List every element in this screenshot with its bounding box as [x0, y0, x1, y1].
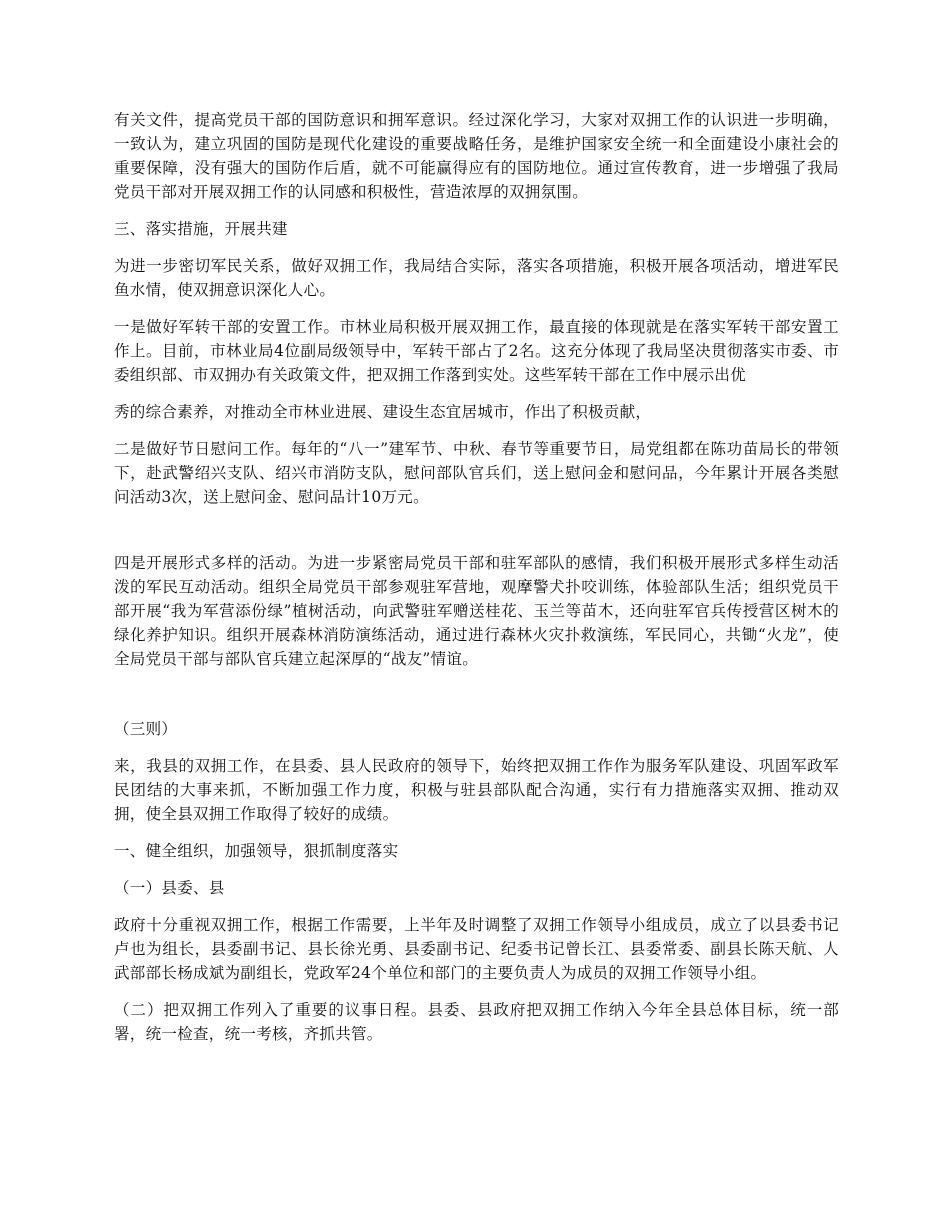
- part-title-three: （三则）: [114, 720, 178, 738]
- section-heading-1: 一、健全组织，加强领导，狠抓制度落实: [114, 842, 399, 860]
- section-heading-3: 三、落实措施，开展共建: [114, 220, 288, 238]
- paragraph-measures-intro: 为进一步密切军民关系，做好双拥工作，我局结合实际，落实各项措施，积极开展各项活动，增进军民鱼水情，使双拥意识深化人心。: [114, 257, 839, 299]
- subheading-1: （一）县委、县: [114, 879, 225, 897]
- paragraph-item-1: 一是做好军转干部的安置工作。市林业局积极开展双拥工作，最直接的体现就是在落实军转干部安置工作上。目前，市林业局4位副局级领导中，军转干部占了2名。这充分体现了我局坚决贯彻落实市委、市委组织部、市双拥办有关政策文件，把双拥工作落到实处。这些军转干部在工作中展示出优: [114, 318, 839, 384]
- paragraph-item-1-cont: 秀的综合素养，对推动全市林业进展、建设生态宜居城市，作出了积极贡献，: [114, 403, 652, 421]
- document-body: [114, 108, 839, 1046]
- paragraph-intro-continuation: 有关文件，提高党员干部的国防意识和拥军意识。经过深化学习，大家对双拥工作的认识进一步明确，一致认为，建立巩固的国防是现代化建设的重要战略任务，是维护国家安全统一和全面建设小康社会的重要保障，没有强大的国防作后盾，就不可能赢得应有的国防地位。通过宣传教育，进一步增强了我局党员干部对开展双拥工作的认同感和积极性，营造浓厚的双拥氛围。: [114, 111, 839, 201]
- paragraph-agenda: （二）把双拥工作列入了重要的议事日程。县委、县政府把双拥工作纳入今年全县总体目标，统一部署，统一检查，统一考核，齐抓共管。: [114, 1001, 839, 1043]
- paragraph-item-2: 二是做好节日慰问工作。每年的“八一”建军节、中秋、春节等重要节日，局党组都在陈功苗局长的带领下，赴武警绍兴支队、绍兴市消防支队，慰问部队官兵们，送上慰问金和慰问品，今年累计开展各类慰问活动3次，送上慰问金、慰问品计10万元。: [114, 440, 839, 506]
- paragraph-leadership-group: 政府十分重视双拥工作，根据工作需要，上半年及时调整了双拥工作领导小组成员，成立了以县委书记卢也为组长，县委副书记、县长徐光勇、县委副书记、纪委书记曾长江、县委常委、副县长陈天航、人武部部长杨成斌为副组长，党政军24个单位和部门的主要负责人为成员的双拥工作领导小组。: [114, 916, 839, 982]
- paragraph-item-4: 四是开展形式多样的活动。为进一步紧密局党员干部和驻军部队的感情，我们积极开展形式多样生动活泼的军民互动活动。组织全局党员干部参观驻军营地，观摩警犬扑咬训练，体验部队生活；组织党员干部开展“我为军营添份绿”植树活动，向武警驻军赠送桂花、玉兰等苗木，还向驻军官兵传授营区树木的绿化养护知识。组织开展森林消防演练活动，通过进行森林火灾扑救演练，军民同心，共锄“火龙”，使全局党员干部与部队官兵建立起深厚的“战友”情谊。: [114, 554, 839, 668]
- paragraph-county-intro: 来，我县的双拥工作，在县委、县人民政府的领导下，始终把双拥工作作为服务军队建设、巩固军政军民团结的大事来抓，不断加强工作力度，积极与驻县部队配合沟通，实行有力措施落实双拥、推动双拥，使全县双拥工作取得了较好的成绩。: [114, 757, 839, 823]
